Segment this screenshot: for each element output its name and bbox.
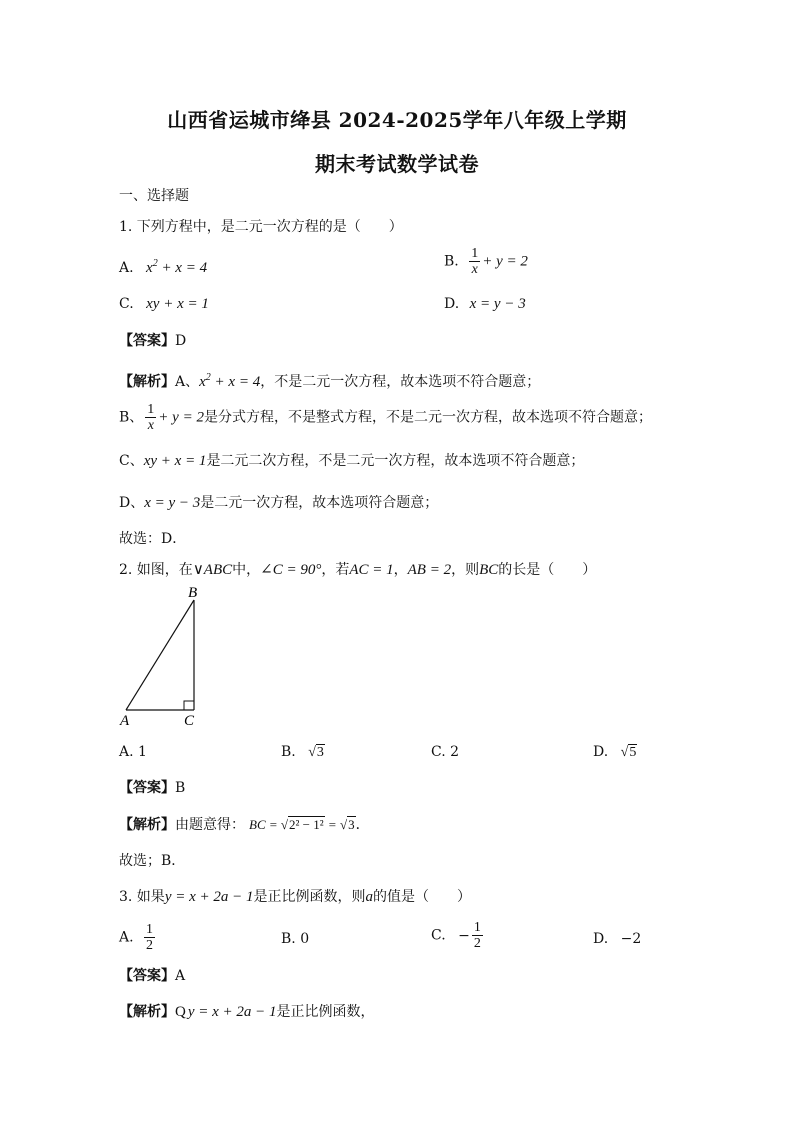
q1-option-d-math: x = y − 3 (469, 296, 526, 312)
q3-option-d-value: −2 (620, 931, 642, 947)
q1-answer-value: D (175, 333, 187, 349)
q1-analysis-c (119, 452, 584, 470)
q1-option-c-math: xy + x = 1 (146, 296, 209, 312)
q3-option-c-numerator: 1 (473, 920, 481, 935)
q2-stem-text-2: ，若 (321, 562, 350, 578)
q2-stem-text-1: 中， (232, 562, 261, 578)
q3-answer-value: A (175, 968, 186, 984)
q1-analysis-d-math: x = y − 3 (144, 495, 201, 511)
q2-analysis-label: 【解析】 (119, 817, 175, 833)
q2-option-c: C. 2 (431, 744, 460, 760)
q2-analysis-sqrt: √2² − 1² (280, 817, 324, 832)
q2-stem-prefix: 2. 如图，在 (119, 562, 193, 578)
q1-option-d (444, 295, 526, 313)
q2-analysis-result-sqrt: √3 (339, 817, 355, 832)
q1-analysis-b (119, 402, 652, 433)
q1-analysis-b-denominator: x (147, 418, 154, 433)
q3-option-a (119, 922, 157, 953)
q1-stem: 1. 下列方程中，是二元一次方程的是（ ） (119, 219, 403, 235)
q3-option-a-numerator: 1 (146, 922, 154, 937)
q1-analysis-a (119, 369, 540, 391)
q3-option-d (593, 930, 641, 948)
q1-analysis-a-prefix: A、 (175, 374, 200, 390)
q3-analysis-symbol: Q (175, 1004, 186, 1020)
q1-option-b-fraction (469, 246, 480, 277)
q3-stem (119, 888, 471, 906)
q3-option-c-sign: − (458, 927, 470, 944)
q3-answer-label: 【答案】 (119, 968, 175, 984)
q3-answer (119, 967, 185, 985)
q2-vertex-a: A (120, 713, 130, 729)
q2-stem-comma: ， (393, 562, 408, 578)
q1-option-a-math (146, 260, 207, 276)
q1-analysis-d (119, 494, 438, 512)
q2-vertex-c: C (184, 713, 195, 729)
q3-option-a-fraction (144, 922, 155, 953)
q2-stem-angle: ∠C = 90° (260, 562, 322, 578)
q2-analysis-radicand: 2² − 1² (289, 817, 324, 832)
q3-option-c-fraction (472, 920, 483, 951)
q1-analysis-d-prefix: D、 (119, 495, 145, 511)
q1-analysis-b-text: 是分式方程，不是整式方程，不是二元一次方程，故本选项不符合题意； (203, 409, 652, 426)
q1-analysis-b-numerator: 1 (147, 402, 155, 417)
q1-answer-label: 【答案】 (119, 333, 175, 349)
q1-option-a-label: A. (119, 260, 134, 276)
q2-conclusion: 故选；B． (119, 853, 186, 869)
q2-option-b-label: B. (281, 744, 296, 760)
q1-analysis-c-prefix: C、 (119, 453, 144, 469)
q3-analysis-math: y = x + 2a − 1 (187, 1004, 277, 1020)
q2-stem-ac: AC = 1 (349, 562, 394, 578)
q1-answer (119, 332, 186, 350)
q1-analysis-c-math: xy + x = 1 (143, 453, 207, 469)
q1-option-c (119, 295, 209, 313)
q1-analysis-b-fraction (145, 402, 156, 433)
q2-stem (119, 561, 596, 579)
q2-vertex-b: B (188, 585, 198, 601)
q3-analysis-label: 【解析】 (119, 1004, 175, 1020)
q1-conclusion: 故选：D． (119, 531, 187, 547)
q3-stem-suffix: 的值是（ ） (373, 889, 471, 905)
q1-option-d-label: D. (444, 296, 460, 312)
q3-option-b: B. 0 (281, 931, 310, 947)
q2-triangle-figure (114, 584, 214, 730)
q3-stem-a: a (365, 889, 373, 905)
q1-option-b (444, 246, 528, 277)
q1-analysis-d-text: 是二元一次方程，故本选项符合题意； (200, 495, 439, 511)
q2-answer-value: B (175, 780, 186, 796)
q2-stem-suffix: 的长是（ ） (498, 562, 597, 578)
q2-stem-ab: AB = 2 (407, 562, 452, 578)
q2-right-angle-mark (184, 701, 194, 710)
q1-analysis-c-text: 是二元二次方程，不是二元一次方程，故本选项不符合题意； (206, 453, 585, 469)
q1-analysis-a-var: x (199, 374, 206, 390)
q2-option-b (281, 743, 325, 762)
q2-side-ab (126, 600, 194, 710)
q1-option-b-rest: + y = 2 (482, 253, 528, 270)
page-title-line-1: 山西省运城市绛县 2024-2025学年八年级上学期 (167, 108, 627, 132)
q1-analysis-label: 【解析】 (119, 374, 175, 390)
q1-analysis-a-rest: + x = 4 (210, 374, 261, 390)
q2-option-b-radicand: 3 (316, 745, 324, 760)
q2-analysis-result-radicand: 3 (348, 817, 355, 832)
q3-option-c-label: C. (431, 927, 446, 944)
q2-option-d-sqrt: √5 (620, 745, 637, 760)
q2-option-d-label: D. (593, 744, 609, 760)
q3-stem-text: 是正比例函数，则 (253, 889, 366, 905)
page-title-line-2: 期末考试数学试卷 (315, 152, 479, 176)
q3-option-c-denominator: 2 (473, 936, 481, 951)
q1-analysis-a-text: ，不是二元一次方程，故本选项不符合题意； (260, 374, 541, 390)
q2-analysis-text: 由题意得： (175, 817, 245, 833)
q1-option-a-exponent: 2 (152, 258, 158, 269)
q2-analysis (119, 816, 370, 834)
q3-stem-prefix: 3. 如果 (119, 889, 165, 905)
q2-stem-triangle: ∨ABC (192, 562, 233, 578)
q3-analysis (119, 1003, 375, 1021)
q2-option-b-sqrt: √3 (308, 745, 324, 760)
q1-option-a (119, 255, 207, 277)
q3-option-a-denominator: 2 (146, 938, 154, 953)
q1-option-c-label: C. (119, 296, 134, 312)
q3-option-d-label: D. (593, 931, 609, 947)
q2-option-d-radicand: 5 (629, 745, 637, 760)
q2-analysis-end: ． (355, 817, 370, 833)
q2-answer (119, 779, 185, 797)
q1-analysis-b-prefix: B、 (119, 409, 144, 426)
q2-answer-label: 【答案】 (119, 780, 175, 796)
q3-stem-math: y = x + 2a − 1 (164, 889, 254, 905)
q1-option-a-rest: + x = 4 (157, 260, 208, 276)
q2-option-a: A. 1 (119, 744, 147, 760)
q3-option-c (431, 920, 485, 951)
q3-analysis-text: 是正比例函数， (276, 1004, 375, 1020)
q2-analysis-equals: = (324, 817, 340, 832)
q1-option-b-label: B. (444, 253, 459, 270)
q2-option-d (593, 743, 637, 762)
q1-analysis-a-exponent: 2 (205, 372, 211, 383)
q1-option-a-var: x (146, 260, 153, 276)
q2-stem-bc: BC (479, 562, 499, 578)
q1-option-b-numerator: 1 (471, 246, 479, 261)
q1-option-b-denominator: x (471, 262, 478, 277)
q2-stem-text-3: ，则 (451, 562, 480, 578)
q3-option-a-label: A. (119, 929, 134, 946)
section-heading: 一、选择题 (119, 188, 189, 204)
q1-analysis-a-math (199, 374, 260, 390)
q1-analysis-b-rest: + y = 2 (158, 409, 204, 426)
q2-analysis-bc: BC = (249, 817, 281, 832)
